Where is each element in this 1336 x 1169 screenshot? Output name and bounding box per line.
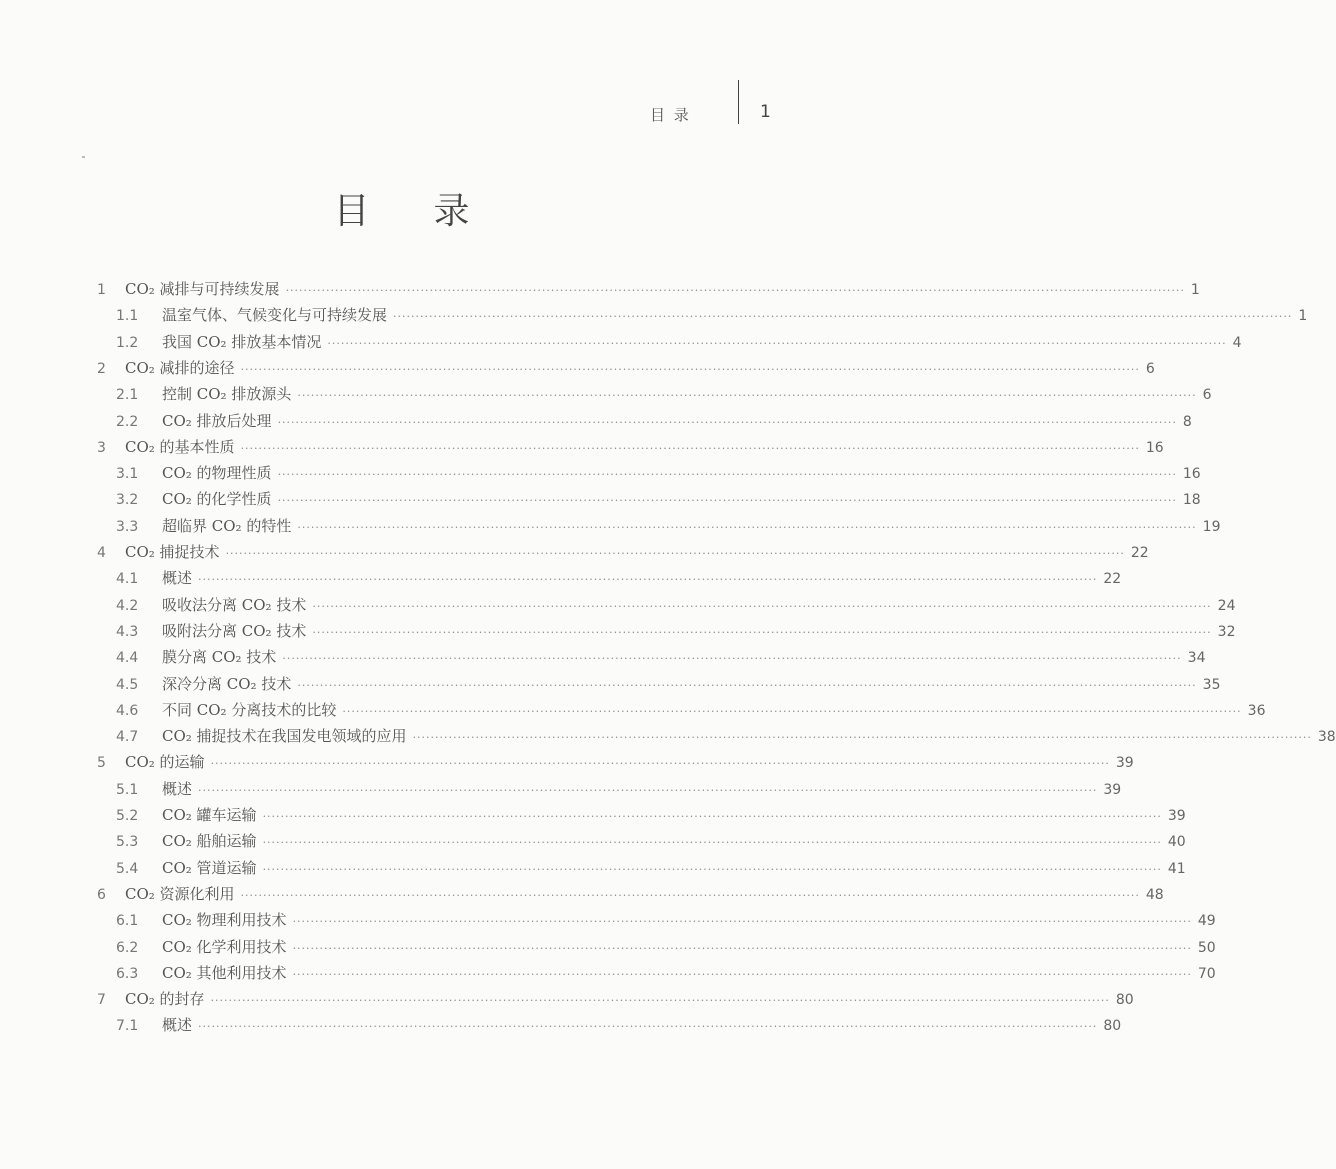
toc-entry-title: 超临界 CO₂ 的特性 bbox=[162, 516, 292, 535]
toc-entry-number: 4.2 bbox=[116, 597, 139, 614]
toc-entry-number: 1.2 bbox=[116, 334, 139, 351]
toc-leader-dots: ········································································································································································································ bbox=[393, 310, 1293, 324]
toc-leader-dots: ········································································································································································································ bbox=[342, 704, 1242, 718]
toc-leader-dots: ········································································································································································································ bbox=[312, 625, 1212, 639]
toc-leader-dots: ········································································································································································································ bbox=[277, 468, 1177, 482]
toc-entry-number: 7 bbox=[97, 992, 106, 1009]
toc-leader-dots: ········································································································································································································ bbox=[297, 389, 1197, 403]
toc-entry-title: 概述 bbox=[162, 779, 193, 798]
toc-leader-dots: ········································································································································································································ bbox=[262, 836, 1162, 850]
toc-entry-number: 1.1 bbox=[116, 308, 139, 325]
toc-entry-title: 概述 bbox=[162, 569, 193, 588]
toc-entry-title: CO₂ 捕捉技术 bbox=[125, 543, 220, 561]
header-rule bbox=[738, 80, 739, 124]
toc-entry[interactable] bbox=[116, 804, 1186, 832]
toc-entry[interactable] bbox=[116, 567, 1122, 595]
toc-entry-title: CO₂ 的基本性质 bbox=[125, 437, 235, 456]
toc-entry-page: 39 bbox=[1103, 781, 1122, 798]
toc-leader-dots: ········································································································································································································ bbox=[277, 415, 1177, 429]
toc-entry-number: 5.3 bbox=[116, 834, 139, 851]
toc-entry-page: 36 bbox=[1247, 702, 1266, 719]
toc-entry[interactable] bbox=[116, 410, 1192, 438]
toc-leader-dots: ········································································································································································································ bbox=[285, 284, 1185, 297]
toc-entry-number: 6.1 bbox=[116, 913, 139, 930]
toc-entry-title: CO₂ 的运输 bbox=[125, 753, 205, 772]
toc-entry-page: 22 bbox=[1103, 571, 1122, 588]
toc-entry-page: 48 bbox=[1145, 886, 1164, 903]
toc-leader-dots: ········································································································································································································ bbox=[240, 362, 1140, 376]
toc-leader-dots: ········································································································································································································ bbox=[198, 573, 1098, 587]
toc-entry-page: 49 bbox=[1197, 913, 1216, 930]
toc-entry-title: 控制 CO₂ 排放源头 bbox=[162, 385, 292, 404]
page-title: 目录 bbox=[333, 191, 534, 232]
toc-entry-number: 6.3 bbox=[116, 965, 139, 982]
scan-speck bbox=[82, 156, 85, 158]
toc-entry-number: 7.1 bbox=[116, 1018, 139, 1035]
toc-entry-number: 3.2 bbox=[116, 492, 139, 509]
toc-entry-title: CO₂ 管道运输 bbox=[162, 858, 257, 877]
toc-entry[interactable] bbox=[116, 646, 1206, 674]
toc-entry[interactable] bbox=[116, 936, 1216, 964]
toc-entry-page: 39 bbox=[1167, 808, 1186, 824]
toc-entry[interactable] bbox=[116, 594, 1236, 622]
toc-leader-dots: ········································································································································································································ bbox=[210, 994, 1110, 1008]
toc-entry[interactable] bbox=[116, 488, 1201, 516]
toc-entry-number: 5.1 bbox=[116, 781, 139, 798]
toc-entry[interactable] bbox=[116, 515, 1221, 543]
toc-entry-page: 41 bbox=[1167, 860, 1186, 877]
toc-entry[interactable] bbox=[116, 830, 1186, 858]
toc-entry-number: 3.3 bbox=[116, 518, 139, 535]
toc-entry-page: 16 bbox=[1145, 439, 1164, 456]
toc-entry-page: 22 bbox=[1130, 545, 1149, 561]
toc-leader-dots: ········································································································································································································ bbox=[312, 599, 1212, 613]
toc-entry-title: 不同 CO₂ 分离技术的比较 bbox=[162, 700, 337, 719]
toc-entry[interactable] bbox=[116, 1014, 1122, 1042]
toc-leader-dots: ········································································································································································································ bbox=[292, 915, 1192, 929]
toc-entry-title: CO₂ 减排的途径 bbox=[125, 358, 235, 377]
toc-entry-title: CO₂ 减排与可持续发展 bbox=[125, 280, 280, 298]
toc-entry[interactable] bbox=[116, 462, 1201, 490]
page-number: 1 bbox=[760, 102, 771, 122]
toc-entry[interactable] bbox=[97, 751, 1134, 779]
toc-entry-title: CO₂ 捕捉技术在我国发电领域的应用 bbox=[162, 727, 407, 746]
toc-entry-number: 4.7 bbox=[116, 729, 139, 746]
toc-leader-dots: ········································································································································································································ bbox=[262, 810, 1162, 823]
toc-entry-page: 40 bbox=[1167, 834, 1186, 851]
toc-leader-dots: ········································································································································································································ bbox=[240, 888, 1140, 902]
toc-entry-page: 8 bbox=[1182, 413, 1192, 430]
toc-entry-page: 6 bbox=[1202, 387, 1212, 404]
toc-entry-page: 34 bbox=[1187, 650, 1206, 667]
toc-leader-dots: ········································································································································································································ bbox=[297, 520, 1197, 534]
toc-entry-page: 4 bbox=[1232, 334, 1242, 351]
toc-entry-page: 1 bbox=[1298, 308, 1308, 325]
toc-entry-page: 32 bbox=[1217, 623, 1236, 640]
toc-entry-page: 16 bbox=[1182, 466, 1201, 483]
toc-entry-title: CO₂ 物理利用技术 bbox=[162, 911, 287, 930]
toc-leader-dots: ········································································································································································································ bbox=[240, 441, 1140, 455]
running-header: 目 录 bbox=[650, 106, 691, 124]
toc-entry-page: 6 bbox=[1145, 360, 1155, 377]
toc-leader-dots: ········································································································································································································ bbox=[327, 336, 1227, 350]
toc-entry[interactable] bbox=[97, 278, 1200, 306]
toc-entry-title: 温室气体、气候变化与可持续发展 bbox=[162, 306, 388, 325]
toc-leader-dots: ········································································································································································································ bbox=[210, 757, 1110, 771]
toc-entry-number: 2 bbox=[97, 360, 106, 377]
toc-leader-dots: ········································································································································································································ bbox=[277, 494, 1177, 508]
toc-entry-page: 50 bbox=[1197, 939, 1216, 956]
toc-leader-dots: ········································································································································································································ bbox=[262, 862, 1162, 876]
toc-entry[interactable] bbox=[97, 436, 1164, 464]
toc-entry-title: CO₂ 的封存 bbox=[125, 990, 205, 1009]
toc-entry[interactable] bbox=[116, 383, 1212, 411]
toc-entry-number: 4.3 bbox=[116, 623, 139, 640]
toc-entry[interactable] bbox=[116, 778, 1122, 806]
toc-leader-dots: ········································································································································································································ bbox=[292, 967, 1192, 981]
toc-entry-number: 4.5 bbox=[116, 676, 139, 693]
toc-leader-dots: ········································································································································································································ bbox=[225, 547, 1125, 560]
toc-entry-title: CO₂ 排放后处理 bbox=[162, 411, 272, 430]
toc-leader-dots: ········································································································································································································ bbox=[297, 678, 1197, 692]
toc-entry-title: CO₂ 的物理性质 bbox=[162, 464, 272, 483]
toc-leader-dots: ········································································································································································································ bbox=[198, 1020, 1098, 1034]
toc-entry-number: 4.6 bbox=[116, 702, 139, 719]
toc-entry-title: 吸收法分离 CO₂ 技术 bbox=[162, 595, 307, 614]
toc-leader-dots: ········································································································································································································ bbox=[292, 941, 1192, 955]
toc-entry-number: 5.4 bbox=[116, 860, 139, 877]
toc-leader-dots: ········································································································································································································ bbox=[282, 652, 1182, 666]
toc-entry-number: 3 bbox=[97, 439, 106, 456]
toc-entry[interactable] bbox=[116, 304, 1308, 332]
toc-entry-page: 38 bbox=[1317, 729, 1336, 746]
toc-entry[interactable] bbox=[97, 883, 1164, 911]
toc-entry-title: 概述 bbox=[162, 1016, 193, 1035]
toc-entry[interactable] bbox=[116, 699, 1266, 727]
toc-entry-page: 35 bbox=[1202, 676, 1221, 693]
toc-entry-number: 5 bbox=[97, 755, 106, 772]
toc-entry-page: 1 bbox=[1190, 282, 1200, 298]
toc-entry[interactable] bbox=[116, 962, 1216, 990]
toc-leader-dots: ········································································································································································································ bbox=[412, 731, 1312, 745]
toc-entry-number: 4.1 bbox=[116, 571, 139, 588]
toc-entry-title: CO₂ 资源化利用 bbox=[125, 884, 235, 903]
toc-entry-number: 5.2 bbox=[116, 808, 139, 824]
toc-entry-title: CO₂ 船舶运输 bbox=[162, 832, 257, 851]
toc-entry-title: 我国 CO₂ 排放基本情况 bbox=[162, 332, 322, 351]
toc-entry-number: 4 bbox=[97, 545, 106, 561]
toc-entry[interactable] bbox=[116, 331, 1242, 359]
toc-entry-number: 3.1 bbox=[116, 466, 139, 483]
toc-entry[interactable] bbox=[97, 357, 1155, 385]
toc-entry-title: CO₂ 化学利用技术 bbox=[162, 937, 287, 956]
toc-entry-page: 70 bbox=[1197, 965, 1216, 982]
toc-entry[interactable] bbox=[97, 541, 1149, 569]
toc-entry-number: 1 bbox=[97, 282, 106, 298]
toc-entry-page: 24 bbox=[1217, 597, 1236, 614]
toc-entry[interactable] bbox=[116, 725, 1336, 753]
toc-entry-title: 吸附法分离 CO₂ 技术 bbox=[162, 621, 307, 640]
toc-entry-number: 2.1 bbox=[116, 387, 139, 404]
toc-entry-page: 80 bbox=[1103, 1018, 1122, 1035]
toc-entry-page: 80 bbox=[1115, 992, 1134, 1009]
toc-entry-number: 2.2 bbox=[116, 413, 139, 430]
toc-entry[interactable] bbox=[116, 909, 1216, 937]
toc-entry-number: 4.4 bbox=[116, 650, 139, 667]
toc-entry-page: 18 bbox=[1182, 492, 1201, 509]
toc-entry-number: 6 bbox=[97, 886, 106, 903]
toc-entry-title: 深冷分离 CO₂ 技术 bbox=[162, 674, 292, 693]
toc-entry[interactable] bbox=[116, 620, 1236, 648]
toc-entry-title: CO₂ 其他利用技术 bbox=[162, 963, 287, 982]
toc-entry[interactable] bbox=[116, 673, 1221, 701]
toc-entry-title: CO₂ 的化学性质 bbox=[162, 490, 272, 509]
toc-entry-page: 19 bbox=[1202, 518, 1221, 535]
toc-entry-number: 6.2 bbox=[116, 939, 139, 956]
toc-leader-dots: ········································································································································································································ bbox=[198, 783, 1098, 797]
toc-entry[interactable] bbox=[116, 857, 1186, 885]
toc-entry-page: 39 bbox=[1115, 755, 1134, 772]
toc-entry-title: 膜分离 CO₂ 技术 bbox=[162, 648, 277, 667]
toc-entry-title: CO₂ 罐车运输 bbox=[162, 806, 257, 824]
toc-entry[interactable] bbox=[97, 988, 1134, 1016]
